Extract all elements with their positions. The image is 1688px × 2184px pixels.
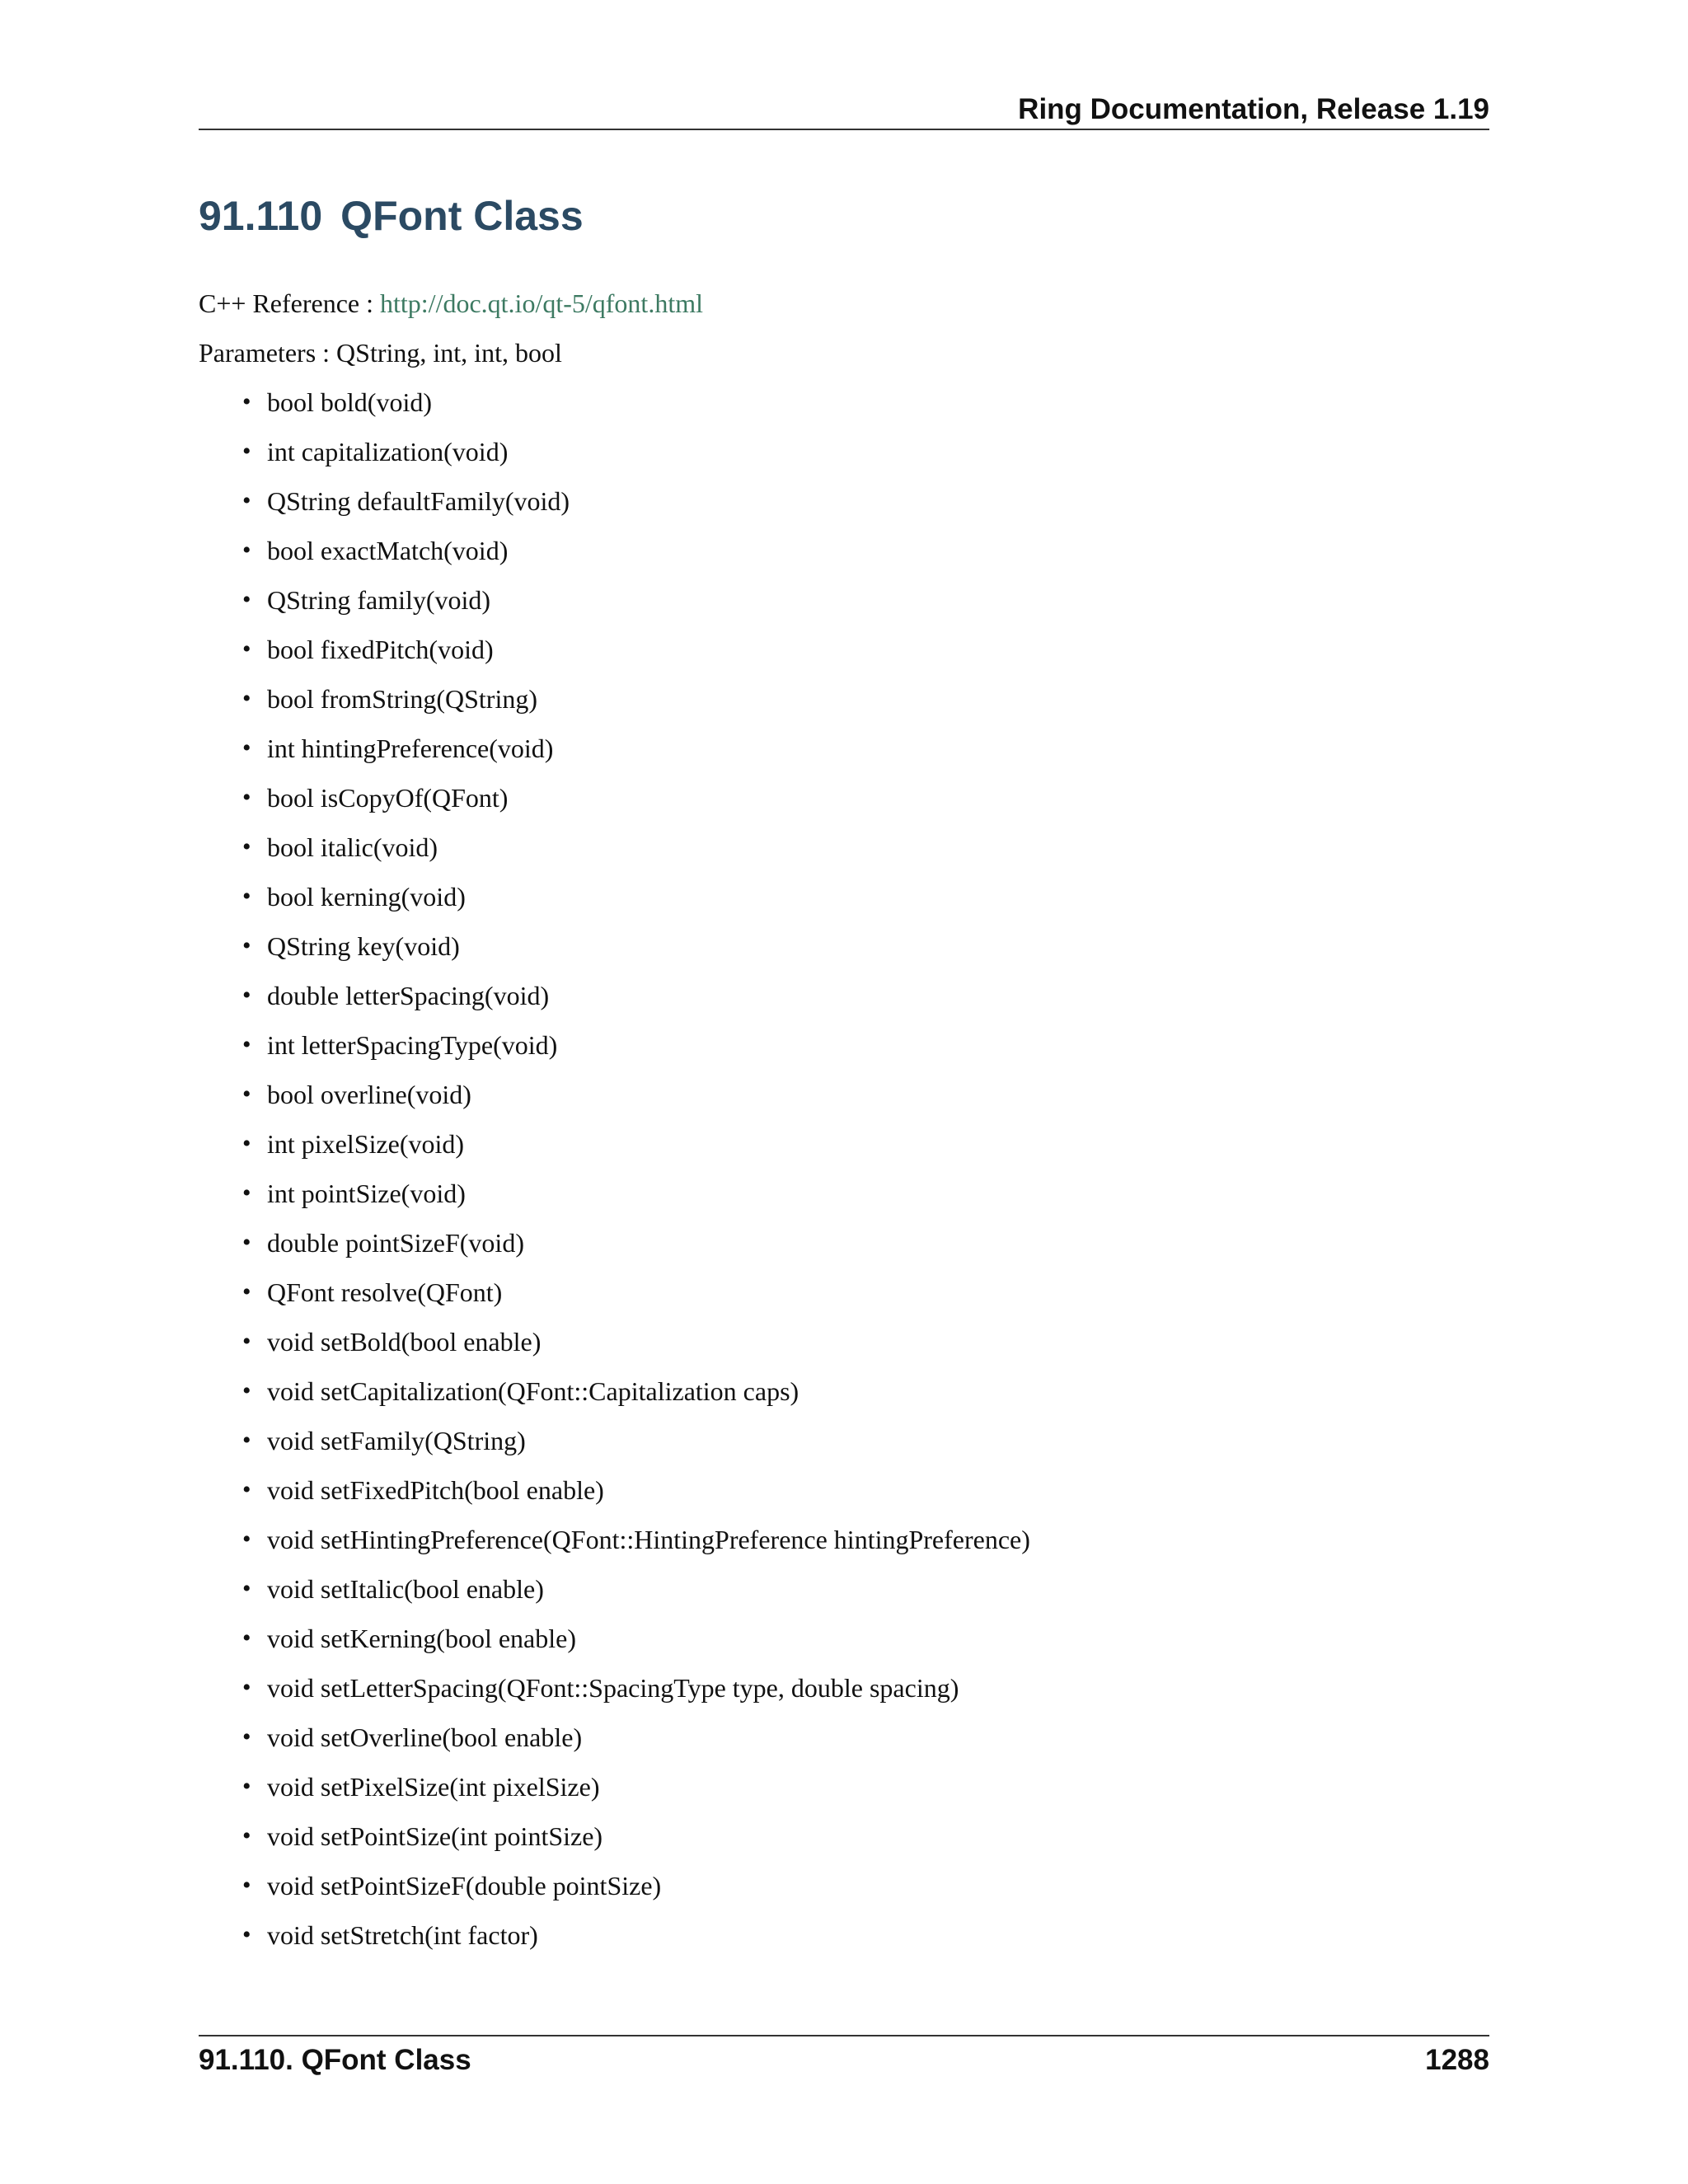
method-signature: int hintingPreference(void) <box>267 733 554 763</box>
method-signature: bool fromString(QString) <box>267 684 537 714</box>
method-signature: bool kerning(void) <box>267 882 466 912</box>
bullet-icon: • <box>242 1229 251 1256</box>
page-number: 1288 <box>1425 2044 1489 2076</box>
method-signature: QString defaultFamily(void) <box>267 486 570 516</box>
method-signature: void setPointSizeF(double pointSize) <box>267 1871 662 1900</box>
bullet-icon: • <box>242 586 251 613</box>
method-signature: void setItalic(bool enable) <box>267 1574 544 1604</box>
bullet-icon: • <box>242 685 251 712</box>
cpp-reference-label: C++ Reference : <box>199 288 380 318</box>
bullet-icon: • <box>242 1723 251 1750</box>
method-signature: void setPointSize(int pointSize) <box>267 1821 603 1851</box>
method-signature: void setKerning(bool enable) <box>267 1624 576 1653</box>
bullet-icon: • <box>242 1278 251 1305</box>
footer-section-title: 91.110. QFont Class <box>199 2044 471 2076</box>
bullet-icon: • <box>242 982 251 1009</box>
bullet-icon: • <box>242 784 251 811</box>
method-signature: void setStretch(int factor) <box>267 1920 538 1950</box>
bullet-icon: • <box>242 734 251 762</box>
bullet-icon: • <box>242 1773 251 1800</box>
section-heading <box>199 191 584 241</box>
bullet-icon: • <box>242 1526 251 1553</box>
bullet-icon: • <box>242 1575 251 1602</box>
bullet-icon: • <box>242 1080 251 1108</box>
method-signature: int capitalization(void) <box>267 437 509 466</box>
cpp-reference-link[interactable]: http://doc.qt.io/qt-5/qfont.html <box>380 288 703 318</box>
bullet-icon: • <box>242 388 251 415</box>
parameters-line: Parameters : QString, int, int, bool <box>199 338 562 368</box>
method-signature: bool bold(void) <box>267 387 432 417</box>
bullet-icon: • <box>242 537 251 564</box>
method-signature: void setFixedPitch(bool enable) <box>267 1475 604 1505</box>
bullet-icon: • <box>242 1031 251 1058</box>
section-number: 91.110 <box>199 193 323 239</box>
method-signature: void setLetterSpacing(QFont::SpacingType type, double spacing) <box>267 1673 959 1703</box>
bullet-icon: • <box>242 1921 251 1948</box>
method-signature: QString family(void) <box>267 585 491 615</box>
bullet-icon: • <box>242 1822 251 1849</box>
method-signature: void setPixelSize(int pixelSize) <box>267 1772 600 1802</box>
method-signature: bool exactMatch(void) <box>267 536 509 565</box>
bullet-icon: • <box>242 1427 251 1454</box>
bullet-icon: • <box>242 487 251 514</box>
method-signature: bool italic(void) <box>267 832 438 862</box>
method-signature: int pointSize(void) <box>267 1179 466 1208</box>
page-header <box>199 92 1489 130</box>
method-signature: bool fixedPitch(void) <box>267 635 494 664</box>
bullet-icon: • <box>242 932 251 959</box>
bullet-icon: • <box>242 1476 251 1503</box>
bullet-icon: • <box>242 1624 251 1652</box>
method-signature: void setBold(bool enable) <box>267 1327 542 1357</box>
bullet-icon: • <box>242 883 251 910</box>
method-signature: void setHintingPreference(QFont::HintingPreference hintingPreference) <box>267 1525 1030 1554</box>
cpp-reference-line <box>199 287 703 320</box>
method-signature: double pointSizeF(void) <box>267 1228 524 1258</box>
bullet-icon: • <box>242 833 251 860</box>
method-signature: double letterSpacing(void) <box>267 981 550 1010</box>
method-signature: QString key(void) <box>267 931 460 961</box>
method-signature: int pixelSize(void) <box>267 1129 465 1159</box>
bullet-icon: • <box>242 1872 251 1899</box>
bullet-icon: • <box>242 1179 251 1207</box>
bullet-icon: • <box>242 1674 251 1701</box>
method-signature: bool isCopyOf(QFont) <box>267 783 509 813</box>
method-signature: bool overline(void) <box>267 1080 471 1109</box>
bullet-icon: • <box>242 635 251 663</box>
method-signature: int letterSpacingType(void) <box>267 1030 558 1060</box>
method-signature: void setOverline(bool enable) <box>267 1722 583 1752</box>
method-signature: void setCapitalization(QFont::Capitalization caps) <box>267 1376 799 1406</box>
bullet-icon: • <box>242 1130 251 1157</box>
bullet-icon: • <box>242 1377 251 1404</box>
bullet-icon: • <box>242 438 251 465</box>
method-signature: QFont resolve(QFont) <box>267 1277 503 1307</box>
section-title: QFont Class <box>340 193 584 239</box>
running-header-title: Ring Documentation, Release 1.19 <box>1018 93 1489 125</box>
page-footer <box>199 2035 1489 2086</box>
method-signature: void setFamily(QString) <box>267 1426 526 1455</box>
bullet-icon: • <box>242 1328 251 1355</box>
